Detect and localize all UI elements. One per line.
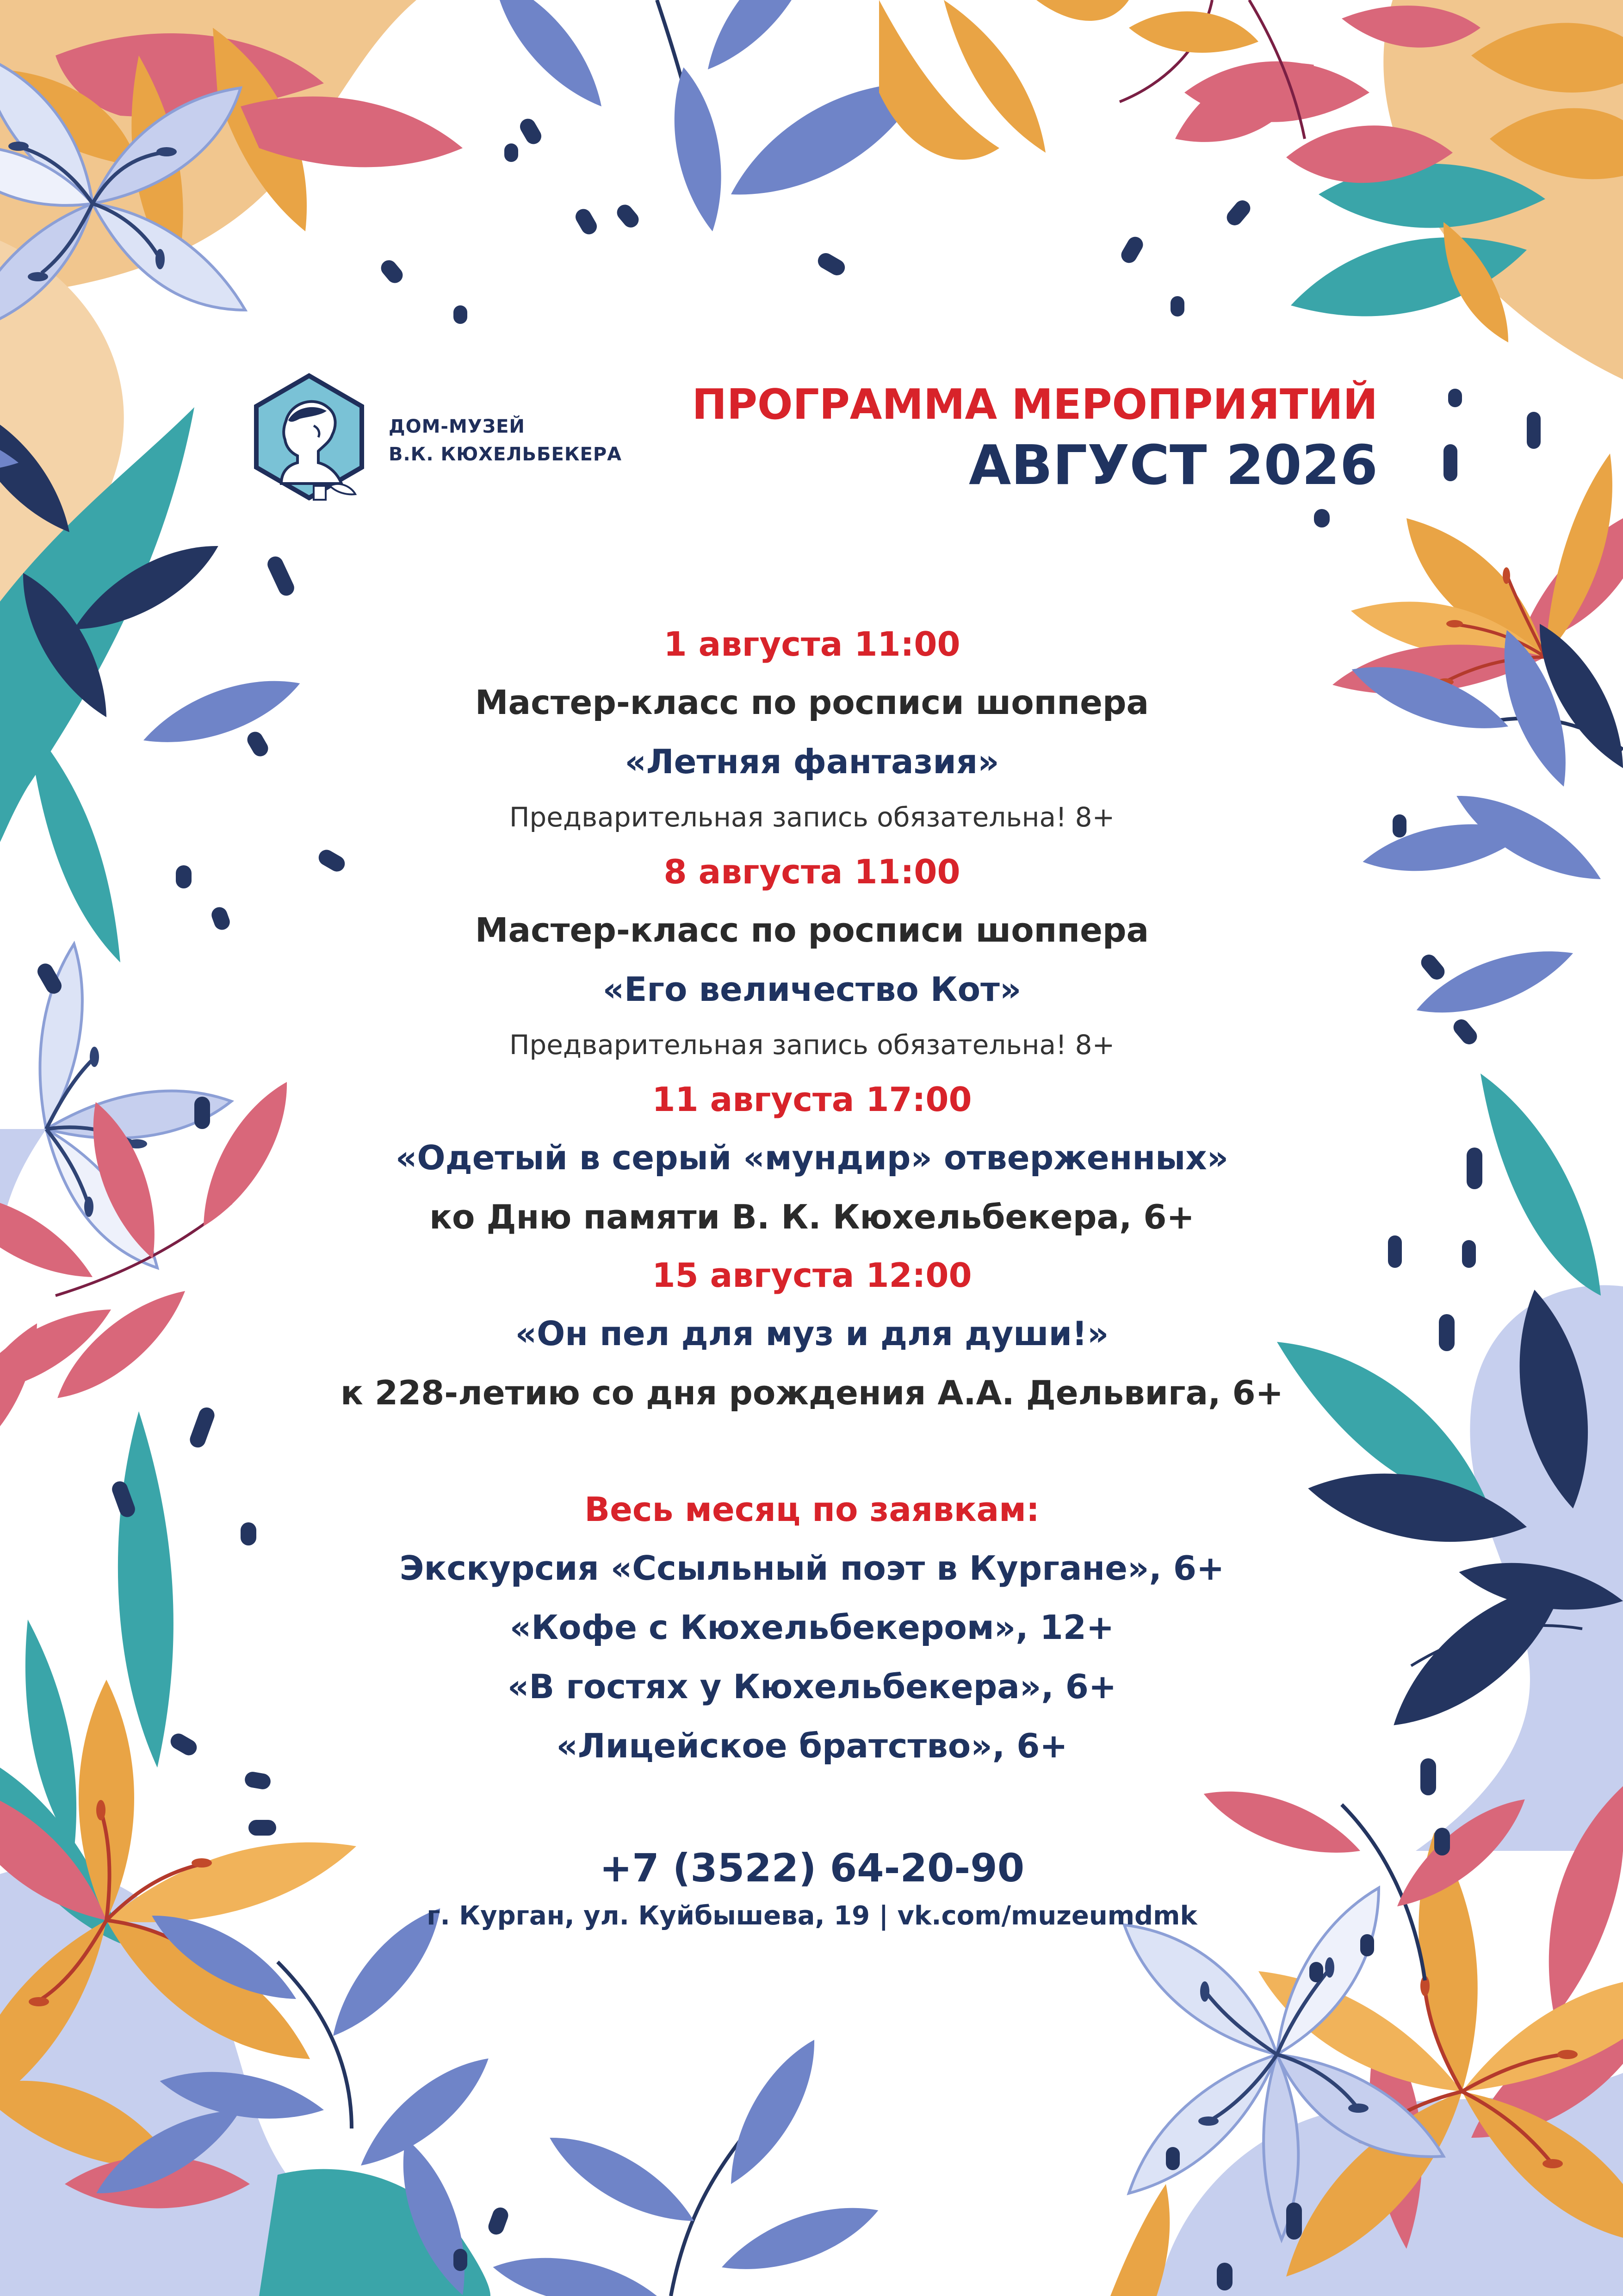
- event-date: 1 августа 11:00: [663, 625, 960, 664]
- event-line1: «Он пел для муз и для души!»: [515, 1314, 1109, 1353]
- phone-number[interactable]: +7 (3522) 64-20-90: [599, 1845, 1025, 1891]
- event-note: Предварительная запись обязательна! 8+: [509, 1029, 1115, 1061]
- by-request-item: «Лицейское братство», 6+: [556, 1726, 1068, 1765]
- address-line[interactable]: г. Курган, ул. Куйбышева, 19 | vk.com/muzeumdmk: [427, 1901, 1197, 1931]
- month-title: АВГУСТ 2026: [968, 433, 1378, 497]
- museum-name-line2: В.К. КЮХЕЛЬБЕКЕРА: [389, 444, 622, 465]
- decor-top-right: [1036, 0, 1623, 379]
- event-line2: к 228-летию со дня рождения А.А. Дельвига, 6+: [341, 1373, 1283, 1412]
- portrait-hexagon-icon: [244, 370, 374, 509]
- event-line1: Мастер-класс по росписи шоппера: [475, 683, 1149, 722]
- decor-top-center: [478, 0, 1046, 235]
- by-request-item: «Кофе с Кюхельбекером», 12+: [509, 1608, 1115, 1647]
- contacts: [301, 1841, 1323, 1937]
- event-line1: Мастер-класс по росписи шоппера: [475, 911, 1149, 949]
- event-item: [301, 1071, 1323, 1247]
- decor-right-upper: [1332, 453, 1623, 1030]
- decor-bottom-center: [489, 2029, 886, 2296]
- museum-logo: [244, 370, 628, 509]
- event-note: Предварительная запись обязательна! 8+: [509, 801, 1115, 833]
- museum-name-line1: ДОМ-МУЗЕЙ: [389, 416, 525, 437]
- event-date: 8 августа 11:00: [663, 852, 960, 891]
- event-line2: ко Дню памяти В. К. Кюхельбекера, 6+: [429, 1198, 1195, 1236]
- event-item: [301, 1247, 1323, 1422]
- event-date: 11 августа 17:00: [652, 1080, 972, 1119]
- by-request-heading: Весь месяц по заявкам:: [584, 1490, 1040, 1529]
- decor-right-lower: [1277, 1074, 1623, 1851]
- event-line2: «Его величество Кот»: [602, 970, 1022, 1009]
- by-request-item: «В гостях у Кюхельбекера», 6+: [507, 1667, 1117, 1706]
- program-title: ПРОГРАММА МЕРОПРИЯТИЙ: [692, 380, 1378, 429]
- event-item: [301, 843, 1323, 1071]
- events-list: [301, 615, 1323, 1775]
- decor-left-middle: [0, 944, 305, 1478]
- by-request-item: Экскурсия «Ссыльный поэт в Кургане», 6+: [399, 1549, 1225, 1588]
- event-item: [301, 615, 1323, 843]
- event-line2: «Летняя фантазия»: [625, 742, 999, 781]
- program-header: [692, 377, 1378, 497]
- event-line1: «Одетый в серый «мундир» отверженных»: [395, 1138, 1229, 1177]
- by-request-section: [301, 1480, 1323, 1775]
- event-date: 15 августа 12:00: [652, 1256, 972, 1295]
